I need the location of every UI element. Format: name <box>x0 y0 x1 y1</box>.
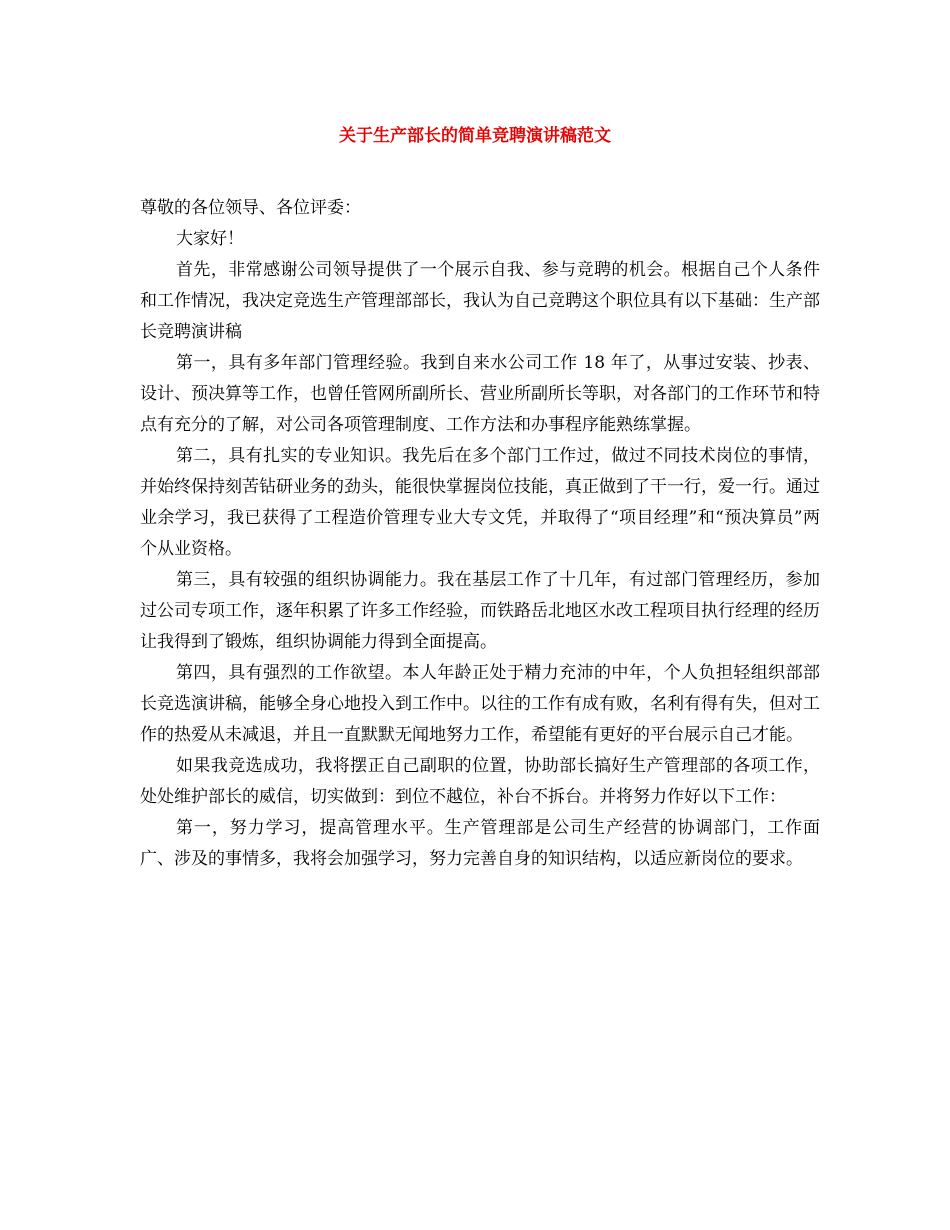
document-body <box>140 193 820 875</box>
paragraph-experience: 第一，具有多年部门管理经验。我到自来水公司工作 18 年了，从事过安装、抄表、设计、预决算等工作，也曾任管网所副所长、营业所副所长等职，对各部门的工作环节和特点有充分的了解，对公司各项管理制度、工作方法和办事程序能熟练掌握。 <box>140 353 820 435</box>
salutation: 尊敬的各位领导、各位评委： <box>140 198 361 218</box>
document-title: 关于生产部长的简单竞聘演讲稿范文 <box>339 126 611 146</box>
paragraph-coordination: 第三，具有较强的组织协调能力。我在基层工作了十几年，有过部门管理经历，参加过公司专项工作，逐年积累了许多工作经验，而铁路岳北地区水改工程项目执行经理的经历让我得到了锻炼，组织协调能力得到全面提高。 <box>140 570 820 652</box>
paragraph-intro: 首先，非常感谢公司领导提供了一个展示自我、参与竞聘的机会。根据自己个人条件和工作情况，我决定竞选生产管理部部长，我认为自己竞聘这个职位具有以下基础：生产部长竞聘演讲稿 <box>140 260 820 342</box>
paragraph-motivation: 第四，具有强烈的工作欲望。本人年龄正处于精力充沛的中年，个人负担轻组织部部长竞选演讲稿，能够全身心地投入到工作中。以往的工作有成有败，名利有得有失，但对工作的热爱从未减退，并且一直默默无闻地努力工作，希望能有更好的平台展示自己才能。 <box>140 663 820 745</box>
paragraph-knowledge: 第二，具有扎实的专业知识。我先后在多个部门工作过，做过不同技术岗位的事情，并始终保持刻苦钻研业务的劲头，能很快掌握岗位技能，真正做到了干一行，爱一行。通过业余学习，我已获得了工程造价管理专业大专文凭，并取得了“项目经理”和“预决算员”两个从业资格。 <box>140 446 820 559</box>
paragraph-greeting: 大家好！ <box>176 229 244 249</box>
paragraph-learning: 第一，努力学习，提高管理水平。生产管理部是公司生产经营的协调部门，工作面广、涉及的事情多，我将会加强学习，努力完善自身的知识结构，以适应新岗位的要求。 <box>140 818 820 869</box>
paragraph-plan: 如果我竞选成功，我将摆正自己副职的位置，协助部长搞好生产管理部的各项工作，处处维护部长的威信，切实做到：到位不越位，补台不拆台。并将努力作好以下工作： <box>140 756 820 807</box>
